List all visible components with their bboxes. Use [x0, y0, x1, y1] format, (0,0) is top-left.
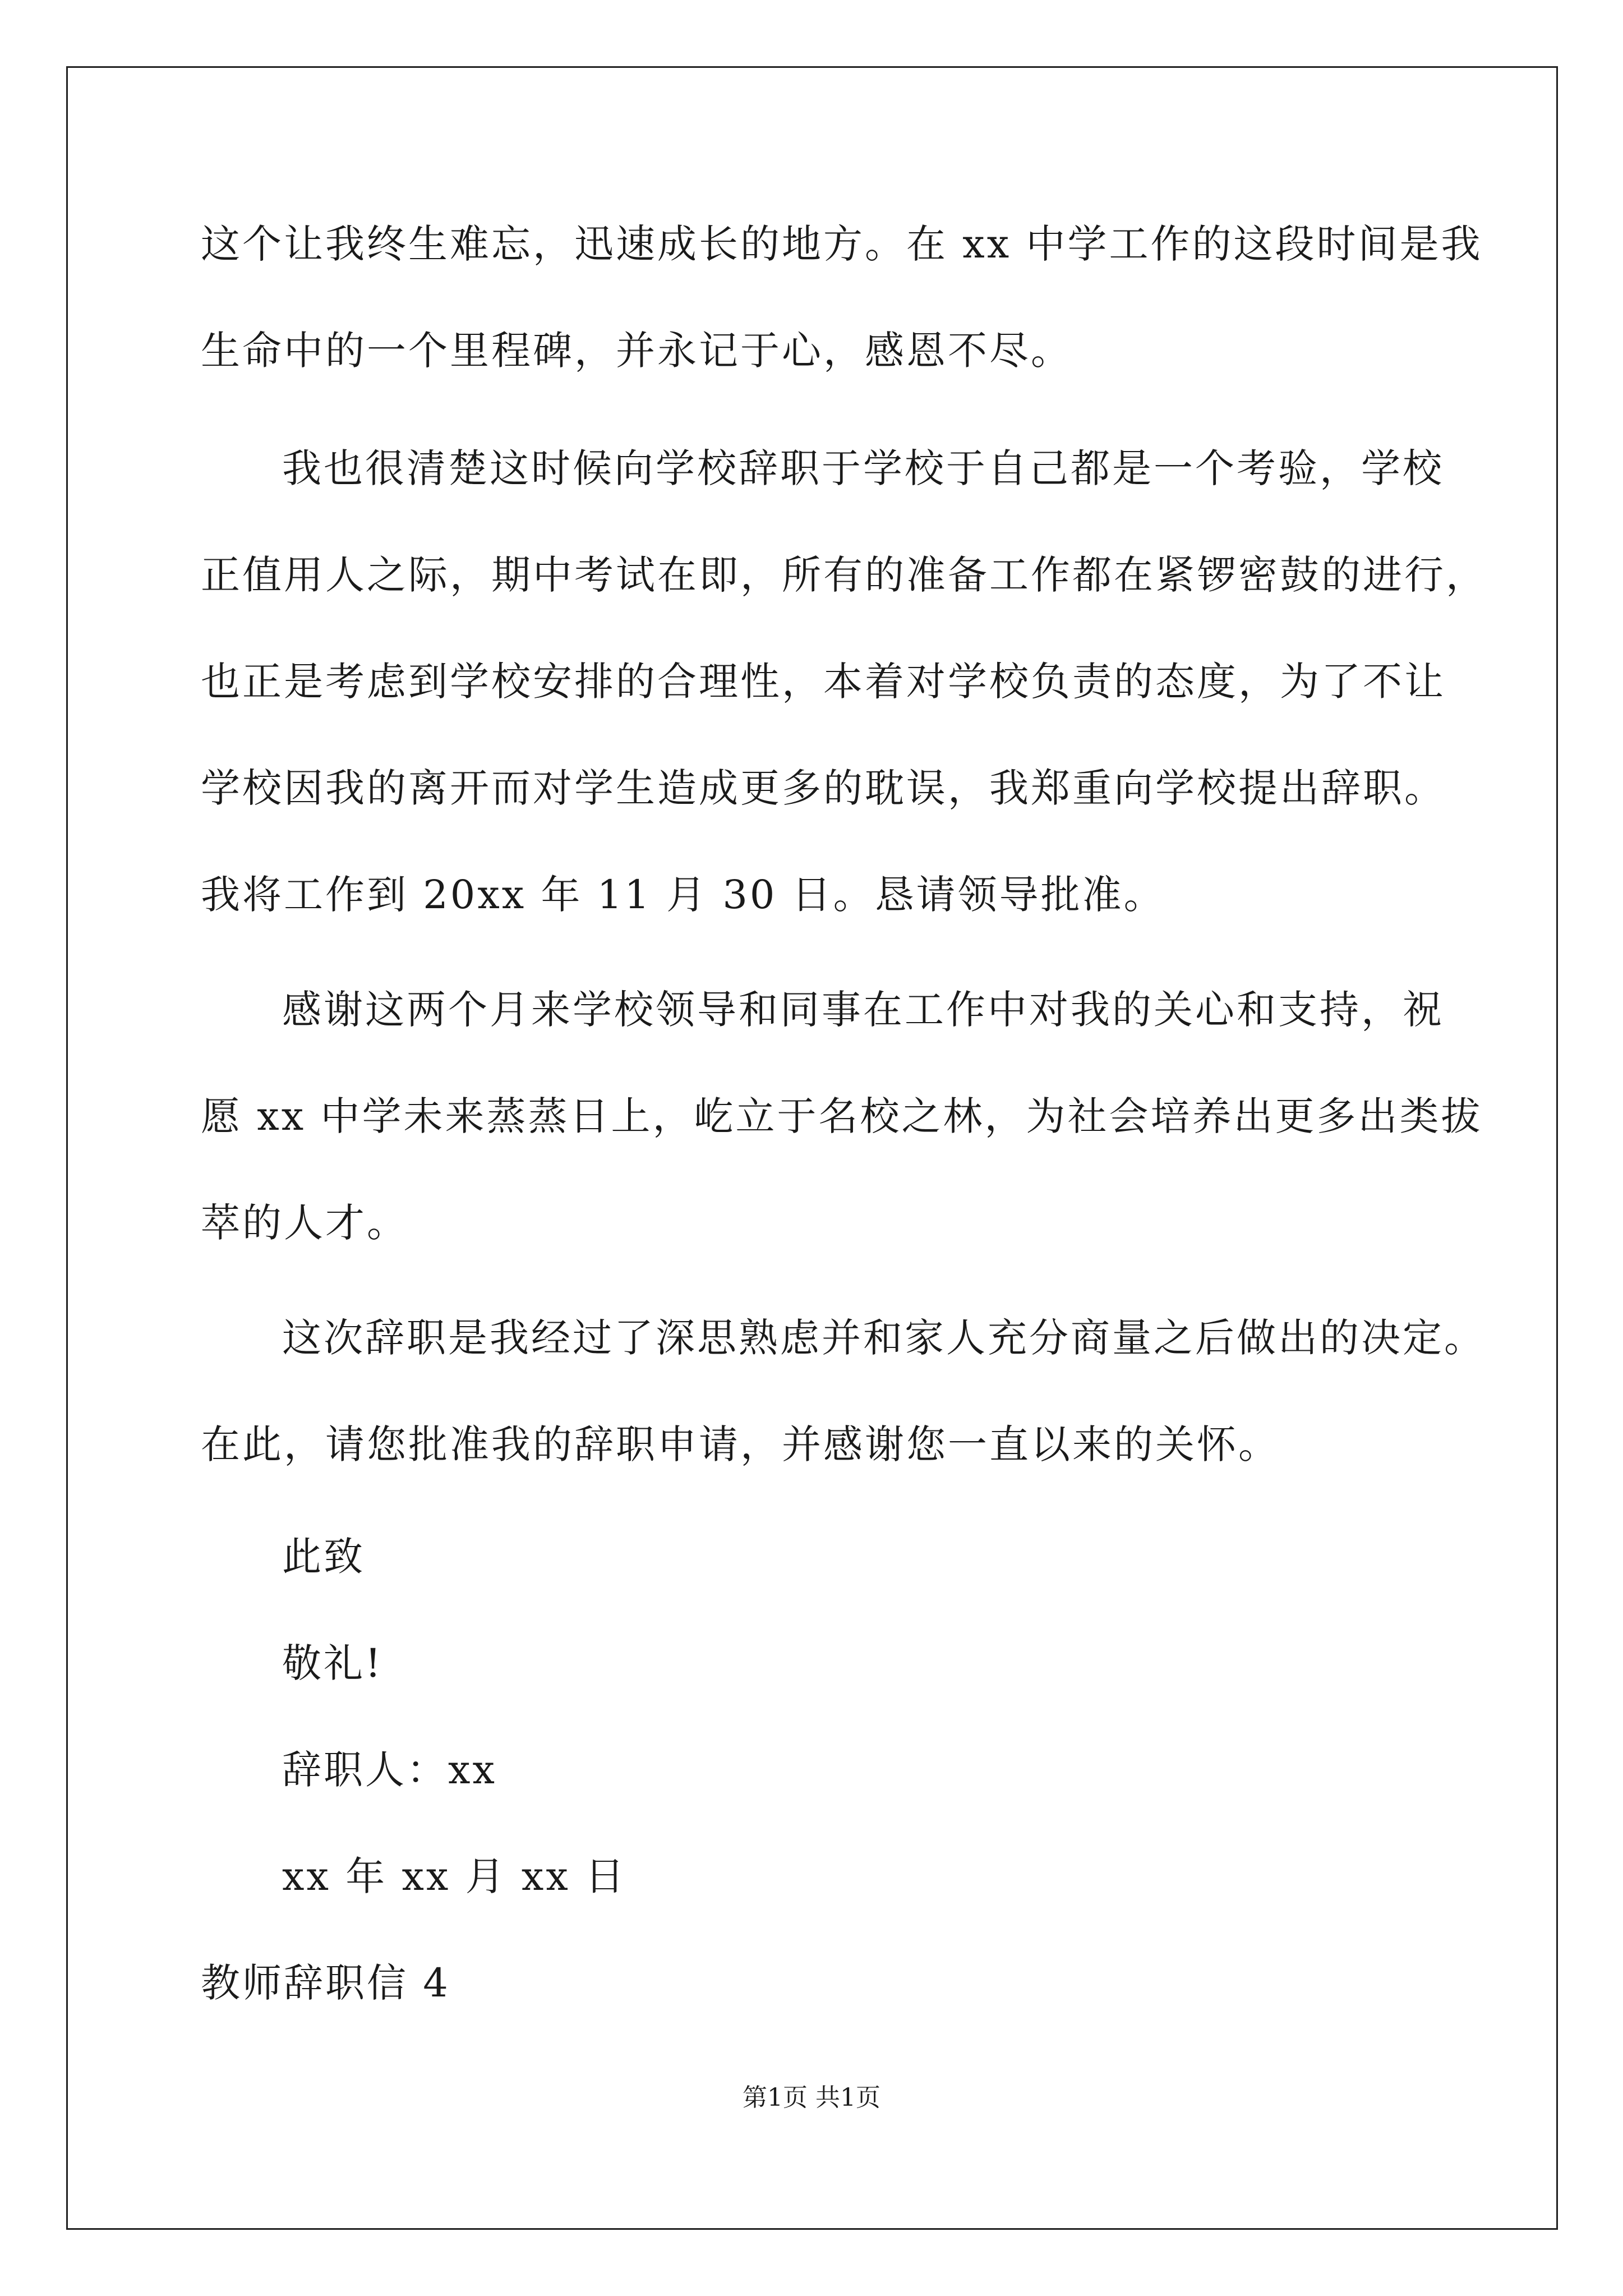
text-line: 也正是考虑到学校安排的合理性，本着对学校负责的态度，为了不让: [201, 659, 1446, 705]
closing-regards: 敬礼!: [282, 1640, 384, 1686]
text-line: 在此，请您批准我的辞职申请，并感谢您一直以来的关怀。: [201, 1421, 1280, 1467]
date-line: xx 年 xx 月 xx 日: [282, 1853, 627, 1899]
closing-salutation: 此致: [282, 1534, 365, 1580]
text-line: 我将工作到 20xx 年 11 月 30 日。恳请领导批准。: [201, 872, 1165, 918]
signature-line: 辞职人：xx: [282, 1747, 497, 1793]
paragraph-start-line: 这次辞职是我经过了深思熟虑并和家人充分商量之后做出的决定。: [282, 1315, 1486, 1361]
paragraph-start-line: 感谢这两个月来学校领导和同事在工作中对我的关心和支持，祝: [282, 987, 1444, 1033]
text-line: 萃的人才。: [201, 1200, 408, 1246]
page-number-footer: 第1页 共1页: [743, 2083, 880, 2112]
text-line: 这个让我终生难忘，迅速成长的地方。在 xx 中学工作的这段时间是我: [201, 221, 1483, 267]
text-line: 生命中的一个里程碑，并永记于心，感恩不尽。: [201, 328, 1072, 374]
text-line: 正值用人之际，期中考试在即，所有的准备工作都在紧锣密鼓的进行，: [201, 552, 1487, 598]
next-section-title: 教师辞职信 4: [201, 1960, 450, 2006]
text-line: 愿 xx 中学未来蒸蒸日上，屹立于名校之林，为社会培养出更多出类拔: [201, 1093, 1483, 1139]
text-line: 学校因我的离开而对学生造成更多的耽误，我郑重向学校提出辞职。: [201, 765, 1446, 811]
paragraph-start-line: 我也很清楚这时候向学校辞职于学校于自己都是一个考验，学校: [282, 445, 1444, 491]
